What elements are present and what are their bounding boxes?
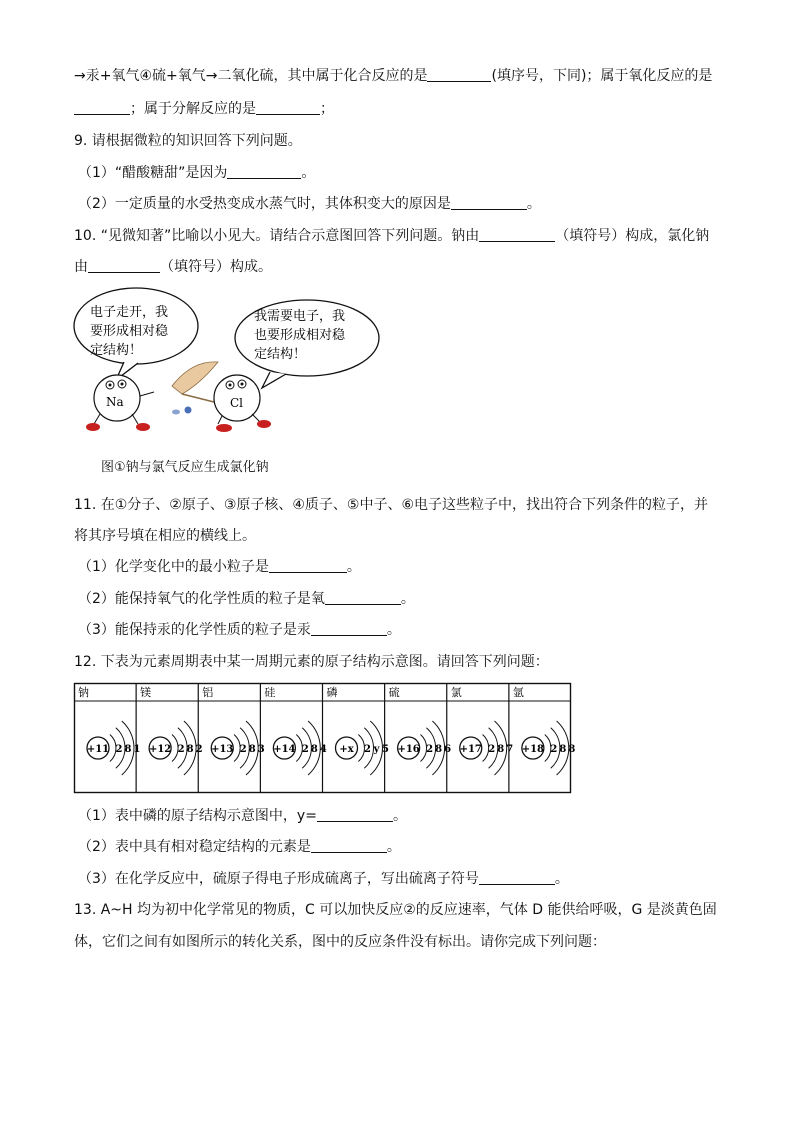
q11-3-text: （3）能保持汞的化学性质的粒子是汞 (78, 622, 311, 638)
shell-electron-count: 2 (488, 744, 496, 755)
na-bubble-line: 要形成相对稳 (90, 324, 169, 339)
answer-blank[interactable] (317, 807, 393, 822)
answer-blank[interactable] (256, 100, 320, 115)
q12-part3 (78, 869, 569, 889)
q12-2-end: 。 (386, 839, 401, 855)
nuclear-charge: +11 (86, 744, 110, 755)
answer-blank[interactable] (88, 258, 160, 273)
cl-speech-bubble (235, 300, 379, 388)
q8-text-c: ；属于分解反应的是 (130, 101, 256, 117)
answer-blank[interactable] (325, 590, 401, 605)
shell-electron-count: 8 (310, 744, 318, 755)
q11-part2 (78, 589, 415, 609)
q12-3-end: 。 (554, 871, 569, 887)
shell-electron-count: 8 (559, 744, 567, 755)
element-name: 镁 (140, 686, 152, 699)
na-label: Na (106, 395, 124, 409)
q13-line2: 体，它们之间有如图所示的转化关系，图中的反应条件没有标出。请你完成下列问题： (74, 934, 606, 950)
cl-label: Cl (230, 396, 244, 410)
answer-blank[interactable] (311, 838, 387, 853)
nuclear-charge: +16 (397, 744, 420, 755)
q10-text: 10. “见微知著”比喻以小见大。请结合示意图回答下列问题。钠由 (74, 228, 480, 244)
nuclear-charge: +13 (211, 744, 234, 755)
q9-2-text: （2）一定质量的水受热变成水蒸气时，其体积变大的原因是 (78, 196, 451, 212)
nuclear-charge: +17 (459, 744, 482, 755)
cl-bubble-line: 我需要电子，我 (254, 309, 346, 324)
shell-electron-count: 2 (364, 744, 371, 755)
electron-icon (172, 407, 192, 415)
q11-1-text: （1）化学变化中的最小粒子是 (78, 559, 269, 575)
q11-2-end: 。 (400, 591, 415, 607)
shell-electron-count: 4 (319, 744, 327, 755)
shell-electron-count: 2 (301, 744, 309, 755)
shell-electron-count: 2 (239, 744, 247, 755)
cl-atom-character (214, 375, 271, 432)
nucleus (397, 737, 419, 759)
shell-electron-count: 8 (248, 744, 256, 755)
q11-2-text: （2）能保持氧气的化学性质的粒子是氧 (78, 591, 325, 607)
q9-part1 (78, 163, 315, 183)
shell-electron-count: 8 (497, 744, 505, 755)
q9-1-end: 。 (301, 165, 316, 181)
answer-blank[interactable] (479, 227, 555, 242)
shell-electron-count: 7 (506, 744, 514, 755)
element-name: 钠 (78, 686, 89, 699)
q12-1-end: 。 (392, 808, 407, 824)
q12-3-text: （3）在化学反应中，硫原子得电子形成硫离子，写出硫离子符号 (78, 871, 479, 887)
q8-line2 (74, 99, 334, 119)
nuclear-charge: +14 (273, 744, 296, 755)
shell-electron-count: 2 (177, 744, 185, 755)
q11-part3 (78, 620, 401, 640)
shell-electron-count: 8 (124, 744, 132, 755)
q13-line1: 13. A~H 均为初中化学常见的物质，C 可以加快反应②的反应速率，气体 D 能供给呼吸，G 是淡黄色固 (74, 902, 717, 918)
cl-bubble-line: 定结构！ (254, 347, 307, 362)
element-name: 硫 (388, 686, 400, 699)
q10-text-b: （填符号）构成，氯化钠 (555, 228, 710, 244)
answer-blank[interactable] (427, 67, 491, 82)
nucleus (336, 737, 358, 759)
element-name: 硅 (264, 686, 276, 699)
answer-blank[interactable] (74, 100, 130, 115)
q8-text-a: →汞+氧气④硫+氧气→二氧化硫，其中属于化合反应的是 (74, 68, 428, 84)
element-name: 磷 (326, 686, 338, 699)
nucleus (149, 737, 171, 759)
element-name: 氩 (512, 686, 524, 699)
shell-electron-count: 8 (568, 744, 576, 755)
nuclear-charge: +x (339, 744, 354, 755)
na-atom-character (86, 375, 154, 431)
cl-bubble-line: 也要形成相对稳 (254, 328, 346, 343)
answer-blank[interactable] (269, 558, 347, 573)
q12-1-text: （1）表中磷的原子结构示意图中，y= (78, 808, 317, 824)
shell-electron-count: 8 (186, 744, 194, 755)
nucleus (211, 737, 233, 759)
element-name: 铝 (202, 686, 214, 699)
figure-caption: 图①钠与氯气反应生成氯化钠 (101, 460, 269, 475)
q9-title: 9. 请根据微粒的知识回答下列问题。 (74, 133, 302, 149)
nuclear-charge: +18 (521, 744, 545, 755)
shell-electron-count: 2 (115, 744, 123, 755)
q8-line1 (74, 66, 712, 86)
shell-electron-count: 2 (195, 744, 203, 755)
shell-electron-count: 6 (444, 744, 452, 755)
element-name: 氯 (450, 686, 462, 699)
q10-text-d: （填符号）构成。 (160, 259, 272, 275)
answer-blank[interactable] (451, 195, 527, 210)
q11-line1: 11. 在①分子、②原子、③原子核、④质子、⑤中子、⑥电子这些粒子中，找出符合下列条件的粒子，并 (74, 497, 709, 513)
q10-line1 (74, 226, 709, 246)
shell-electron-count: 2 (550, 744, 558, 755)
q8-text-b: (填序号，下同)；属于氧化反应的是 (491, 68, 713, 84)
q10-line2 (74, 257, 272, 277)
q11-1-end: 。 (346, 559, 361, 575)
shell-electron-count: 8 (435, 744, 443, 755)
shell-electron-count: 3 (257, 744, 265, 755)
nucleus (460, 737, 482, 759)
q9-2-end: 。 (526, 196, 541, 212)
q12-2-text: （2）表中具有相对稳定结构的元素是 (78, 839, 311, 855)
q8-text-d: ； (320, 101, 334, 117)
na-speech-bubble (74, 288, 198, 380)
shell-electron-count: 1 (133, 744, 141, 755)
shell-electron-count: 5 (382, 744, 389, 755)
shell-electron-count: y (373, 744, 380, 755)
answer-blank[interactable] (227, 164, 301, 179)
nucleus (273, 737, 295, 759)
q9-1-text: （1）“醋酸糖甜”是因为 (78, 165, 228, 181)
atomic-structure-table (74, 683, 576, 793)
q11-line2: 将其序号填在相应的横线上。 (74, 528, 256, 544)
nuclear-charge: +12 (148, 744, 172, 755)
nucleus (87, 737, 109, 759)
answer-blank[interactable] (479, 870, 555, 885)
answer-blank[interactable] (311, 621, 387, 636)
na-cl-cartoon (72, 286, 392, 436)
nucleus (522, 737, 544, 759)
q12-part2 (78, 837, 401, 857)
q12-part1 (78, 806, 407, 826)
q10-text-c: 由 (74, 259, 88, 275)
shell-electron-count: 2 (426, 744, 434, 755)
na-bubble-line: 定结构！ (90, 343, 143, 358)
q9-part2 (78, 194, 541, 214)
q11-3-end: 。 (386, 622, 401, 638)
na-bubble-line: 电子走开，我 (90, 305, 169, 320)
q12-title: 12. 下表为元素周期表中某一周期元素的原子结构示意图。请回答下列问题： (74, 654, 549, 670)
q11-part1 (78, 557, 361, 577)
